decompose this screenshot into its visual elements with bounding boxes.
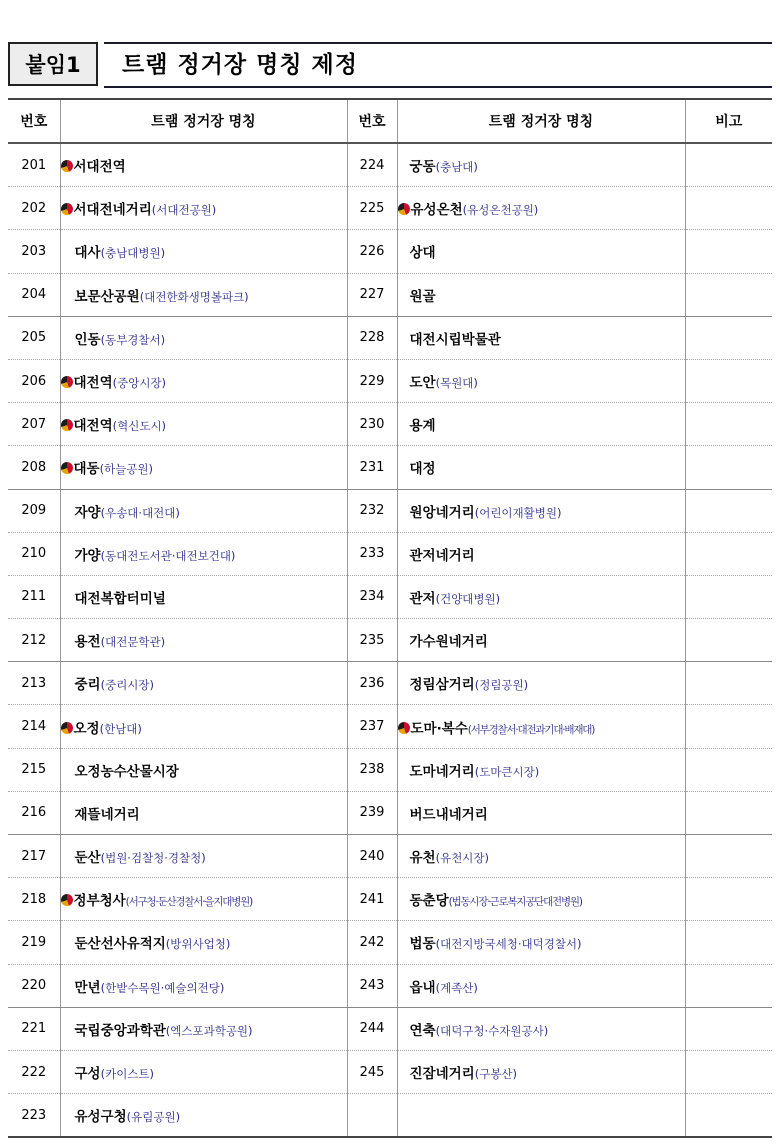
station-name-cell [60, 1007, 347, 1050]
station-name-cell [397, 532, 685, 575]
station-subname: (한남대) [99, 721, 142, 736]
station-name: 서대전역 [73, 159, 126, 176]
station-name: 도마네거리 [409, 763, 475, 780]
note-cell [685, 187, 772, 230]
note-cell [685, 359, 772, 402]
station-name-cell [397, 921, 685, 964]
station-name-cell [397, 662, 685, 705]
transfer-station-icon [398, 203, 410, 215]
transfer-station-icon [61, 419, 73, 431]
note-cell [685, 1094, 772, 1138]
station-name: 대사 [74, 245, 101, 262]
station-number: 239 [347, 791, 397, 834]
note-cell [685, 878, 772, 921]
station-subname: (법동시장·근로복지공단대전병원) [448, 896, 582, 909]
station-number: 203 [8, 230, 60, 273]
station-subname: (충남대) [435, 160, 478, 175]
table-row [8, 878, 772, 921]
station-number: 240 [347, 835, 397, 878]
station-number: 226 [347, 230, 397, 273]
station-name: 도안 [409, 375, 436, 392]
station-name-cell [60, 489, 347, 532]
station-number: 208 [8, 446, 60, 489]
attachment-badge: 붙임1 [8, 42, 98, 86]
station-name: 법동 [409, 936, 436, 953]
station-name-cell [60, 705, 347, 748]
note-cell [685, 921, 772, 964]
station-number: 223 [8, 1094, 60, 1138]
station-subname: (건양대병원) [435, 591, 501, 606]
station-number: 235 [347, 619, 397, 662]
note-cell [685, 791, 772, 834]
table-row [8, 316, 772, 359]
transfer-station-icon [61, 376, 73, 388]
station-number: 233 [347, 532, 397, 575]
station-name: 유성온천 [410, 202, 463, 219]
station-name-cell [60, 187, 347, 230]
note-cell [685, 489, 772, 532]
station-number: 214 [8, 705, 60, 748]
station-name: 원앙네거리 [409, 504, 475, 521]
note-cell [685, 316, 772, 359]
station-number: 222 [8, 1050, 60, 1093]
transfer-station-icon [61, 894, 73, 906]
station-name-cell [60, 921, 347, 964]
table-row [8, 446, 772, 489]
station-name: 가수원네거리 [409, 634, 488, 651]
page-title: 트램 정거장 명칭 제정 [122, 52, 358, 78]
station-name-cell [397, 230, 685, 273]
note-cell [685, 273, 772, 316]
station-name: 진잠네거리 [409, 1066, 475, 1083]
station-number: 210 [8, 532, 60, 575]
station-name: 관저네거리 [409, 547, 475, 564]
station-number: 243 [347, 964, 397, 1007]
station-name: 대동 [73, 461, 100, 478]
table-row [8, 1094, 772, 1138]
station-number: 218 [8, 878, 60, 921]
station-number: 237 [347, 705, 397, 748]
station-name-cell [60, 1094, 347, 1138]
station-number: 215 [8, 748, 60, 791]
station-number: 202 [8, 187, 60, 230]
station-name: 둔산 [74, 850, 101, 867]
transfer-station-icon [61, 722, 73, 734]
station-number: 245 [347, 1050, 397, 1093]
station-number: 234 [347, 575, 397, 618]
station-subname: (충남대병원) [100, 246, 166, 261]
note-cell [685, 1050, 772, 1093]
station-number: 219 [8, 921, 60, 964]
station-name: 상대 [409, 245, 436, 262]
station-name: 서대전네거리 [73, 202, 152, 219]
station-name: 도마·복수 [410, 720, 468, 737]
station-number: 216 [8, 791, 60, 834]
station-subname: (하늘공원) [99, 462, 154, 477]
table-row [8, 230, 772, 273]
note-cell [685, 1007, 772, 1050]
column-header-number: 번호 [8, 99, 60, 143]
station-name-cell [397, 964, 685, 1007]
column-header-note: 비고 [685, 99, 772, 143]
table-header-row [8, 99, 772, 143]
station-number: 204 [8, 273, 60, 316]
note-cell [685, 230, 772, 273]
station-subname: (대전지방국세청·대덕경찰서) [435, 937, 582, 952]
table-row [8, 619, 772, 662]
station-name: 오정농수산물시장 [74, 763, 179, 780]
station-name-cell [397, 575, 685, 618]
station-number: 242 [347, 921, 397, 964]
station-name-cell [60, 878, 347, 921]
note-cell [685, 705, 772, 748]
station-subname: (대전한화생명볼파크) [139, 289, 249, 304]
station-name: 유천 [409, 850, 436, 867]
table-row [8, 705, 772, 748]
table-row [8, 359, 772, 402]
note-cell [685, 619, 772, 662]
station-subname: (중리시장) [100, 678, 155, 693]
station-subname: (우송대·대전대) [100, 505, 180, 520]
note-cell [685, 532, 772, 575]
station-name: 구성 [74, 1066, 101, 1083]
station-name-cell [60, 791, 347, 834]
station-name: 관저 [409, 590, 436, 607]
station-number: 228 [347, 316, 397, 359]
station-name: 대정 [409, 461, 436, 478]
station-name-cell [397, 1094, 685, 1138]
station-name: 둔산선사유적지 [74, 936, 166, 953]
station-number: 244 [347, 1007, 397, 1050]
station-name-cell [60, 1050, 347, 1093]
station-name: 대전시립박물관 [409, 331, 501, 348]
station-name: 정림삼거리 [409, 677, 475, 694]
station-name-cell [397, 835, 685, 878]
station-subname: (도마큰시장) [474, 764, 540, 779]
station-name-cell [397, 143, 685, 187]
station-name-cell [397, 791, 685, 834]
table-row [8, 273, 772, 316]
station-number: 217 [8, 835, 60, 878]
station-name-cell [60, 964, 347, 1007]
note-cell [685, 403, 772, 446]
station-subname: (중앙시장) [112, 376, 167, 391]
table-row [8, 489, 772, 532]
station-number: 205 [8, 316, 60, 359]
station-name-cell [397, 1050, 685, 1093]
table-row [8, 662, 772, 705]
station-number: 213 [8, 662, 60, 705]
table-row [8, 748, 772, 791]
station-name: 궁동 [409, 159, 436, 176]
station-name-cell [60, 403, 347, 446]
station-name: 정부청사 [73, 893, 126, 910]
station-name: 중리 [74, 677, 101, 694]
station-subname: (혁신도시) [112, 419, 167, 434]
station-subname: (한밭수목원·예술의전당) [100, 980, 225, 995]
note-cell [685, 662, 772, 705]
station-number: 227 [347, 273, 397, 316]
station-number: 236 [347, 662, 397, 705]
station-name-cell [397, 619, 685, 662]
station-number: 209 [8, 489, 60, 532]
station-name: 보문산공원 [74, 288, 140, 305]
station-name-cell [60, 835, 347, 878]
station-number: 212 [8, 619, 60, 662]
station-number: 229 [347, 359, 397, 402]
station-name: 대전역 [73, 375, 113, 392]
station-subname: (방위사업청) [165, 937, 231, 952]
column-header-name: 트램 정거장 명칭 [60, 99, 347, 143]
station-name-cell [60, 143, 347, 187]
station-name-cell [60, 316, 347, 359]
station-subname: (법원·검찰청·경찰청) [100, 851, 206, 866]
station-subname: (유림공원) [126, 1110, 181, 1125]
station-number: 206 [8, 359, 60, 402]
station-number: 230 [347, 403, 397, 446]
station-name-cell [60, 273, 347, 316]
station-subname: (대덕구청·수자원공사) [435, 1023, 549, 1038]
station-table [8, 98, 772, 1138]
table-row [8, 532, 772, 575]
station-name: 만년 [74, 979, 101, 996]
station-name-cell [397, 446, 685, 489]
station-name: 버드내네거리 [409, 806, 488, 823]
station-name-cell [60, 446, 347, 489]
station-subname: (정림공원) [474, 678, 529, 693]
note-cell [685, 835, 772, 878]
station-name: 국립중앙과학관 [74, 1022, 166, 1039]
station-name: 용계 [409, 418, 436, 435]
station-subname: (계족산) [435, 980, 478, 995]
station-name: 대전역 [73, 418, 113, 435]
table-row [8, 835, 772, 878]
station-subname: (서대전공원) [151, 203, 217, 218]
station-subname: (유천시장) [435, 851, 490, 866]
column-header-name-2: 트램 정거장 명칭 [397, 99, 685, 143]
station-subname: (목원대) [435, 376, 478, 391]
table-row [8, 187, 772, 230]
station-name: 가양 [74, 547, 101, 564]
station-name-cell [60, 662, 347, 705]
station-number: 221 [8, 1007, 60, 1050]
station-subname: (카이스트) [100, 1067, 155, 1082]
station-number: 238 [347, 748, 397, 791]
station-name: 인동 [74, 331, 101, 348]
station-name-cell [60, 532, 347, 575]
note-cell [685, 964, 772, 1007]
station-subname: (엑스포과학공원) [165, 1023, 253, 1038]
station-number: 211 [8, 575, 60, 618]
transfer-station-icon [398, 722, 410, 734]
table-row [8, 964, 772, 1007]
column-header-number-2: 번호 [347, 99, 397, 143]
station-subname: (동부경찰서) [100, 332, 166, 347]
station-subname: (어린이재활병원) [474, 505, 562, 520]
station-name: 읍내 [409, 979, 436, 996]
station-name-cell [60, 359, 347, 402]
note-cell [685, 575, 772, 618]
station-number: 231 [347, 446, 397, 489]
station-subname: (대전문학관) [100, 635, 166, 650]
station-name: 자양 [74, 504, 101, 521]
table-row [8, 575, 772, 618]
station-name-cell [60, 230, 347, 273]
station-number: 224 [347, 143, 397, 187]
station-name: 유성구청 [74, 1109, 127, 1126]
station-name: 대전복합터미널 [74, 590, 166, 607]
station-subname: (유성온천공원) [462, 203, 539, 218]
station-name-cell [397, 316, 685, 359]
station-name-cell [397, 748, 685, 791]
station-name-cell [397, 359, 685, 402]
station-name: 재뜰네거리 [74, 806, 140, 823]
station-name: 연축 [409, 1022, 436, 1039]
transfer-station-icon [61, 462, 73, 474]
station-name-cell [397, 1007, 685, 1050]
station-name: 동춘당 [409, 893, 449, 910]
station-subname: (서구청·둔산경찰서·을지대병원) [125, 896, 252, 909]
station-subname: (동대전도서관·대전보건대) [100, 548, 236, 563]
table-row [8, 143, 772, 187]
station-number: 220 [8, 964, 60, 1007]
note-cell [685, 748, 772, 791]
station-name: 오정 [73, 720, 100, 737]
station-subname: (서부경찰서·대전과기대·배재대) [467, 723, 595, 736]
station-number: 201 [8, 143, 60, 187]
station-name-cell [397, 878, 685, 921]
station-name-cell [397, 187, 685, 230]
station-name: 용전 [74, 634, 101, 651]
transfer-station-icon [61, 203, 73, 215]
note-cell [685, 446, 772, 489]
station-name-cell [397, 403, 685, 446]
table-row [8, 1050, 772, 1093]
station-name-cell [397, 489, 685, 532]
station-name: 원골 [409, 288, 436, 305]
station-name-cell [60, 619, 347, 662]
station-name-cell [397, 705, 685, 748]
table-row [8, 921, 772, 964]
station-number: 232 [347, 489, 397, 532]
document-header [8, 40, 772, 90]
note-cell [685, 143, 772, 187]
table-row [8, 403, 772, 446]
table-row [8, 1007, 772, 1050]
station-name-cell [60, 748, 347, 791]
station-number: 241 [347, 878, 397, 921]
station-number [347, 1094, 397, 1138]
station-number: 225 [347, 187, 397, 230]
station-name-cell [397, 273, 685, 316]
transfer-station-icon [61, 160, 73, 172]
station-number: 207 [8, 403, 60, 446]
table-row [8, 791, 772, 834]
station-subname: (구봉산) [474, 1067, 518, 1082]
station-name-cell [60, 575, 347, 618]
